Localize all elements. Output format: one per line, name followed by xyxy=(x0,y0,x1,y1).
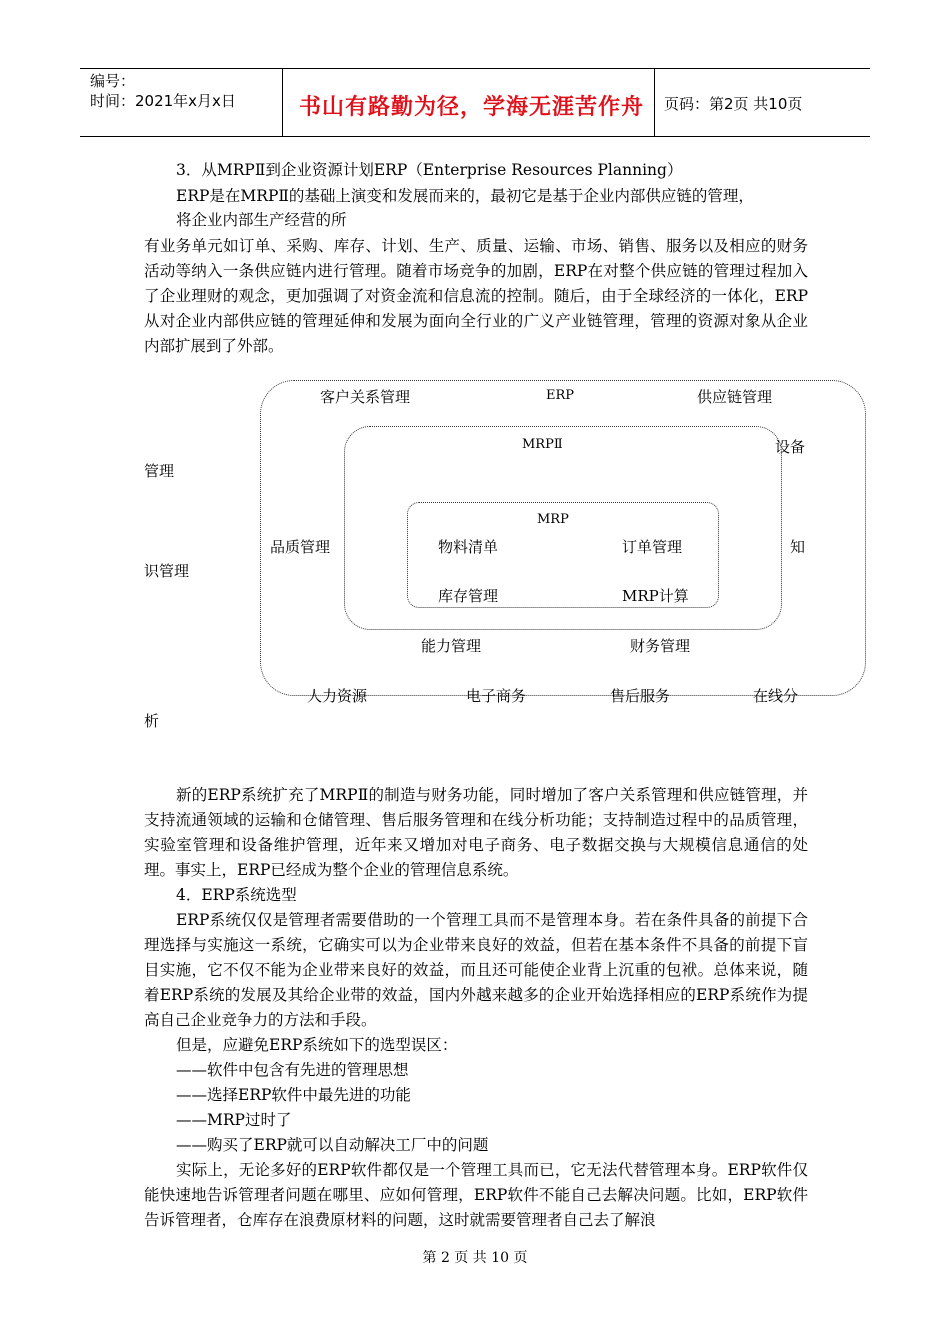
label-scm: 供应链管理 xyxy=(697,388,773,406)
label-crm: 客户关系管理 xyxy=(320,388,411,406)
page-footer: 第 2 页 共 10 页 xyxy=(422,1250,528,1266)
misconception-item: ——购买了ERP就可以自动解决工厂中的问题 xyxy=(176,1136,489,1154)
label-management: 管理 xyxy=(144,462,175,480)
label-mrp: MRP xyxy=(537,512,569,527)
label-erp: ERP xyxy=(546,388,575,403)
label-order-management: 订单管理 xyxy=(622,538,683,556)
section-4-para2: 但是，应避免ERP系统如下的选型误区： xyxy=(176,1036,458,1054)
label-knowledge-management: 识管理 xyxy=(144,562,190,580)
label-bom: 物料清单 xyxy=(438,538,499,556)
section-3-title: 3．从MRPⅡ到企业资源计划ERP（Enterprise Resources Planning） xyxy=(176,161,683,179)
label-after-sales: 售后服务 xyxy=(610,687,671,705)
misconception-item: ——选择ERP软件中最先进的功能 xyxy=(176,1086,411,1104)
document-date: 时间：2021年x月x日 xyxy=(90,92,236,110)
section-3-para2: 有业务单元如订单、采购、库存、计划、生产、质量、运输、市场、销售、服务以及相应的财务活动等纳入一条供应链内进行管理。随着市场竞争的加剧，ERP在对整个供应链的管理过程加入了企业理财的观念，更加强调了对资金流和信息流的控制。随后，由于全球经济的一体化，ERP从对企业内部供应链的管理延伸和发展为面向全行业的广义产业链管理，管理的资源对象从企业内部扩展到了外部。 xyxy=(144,237,808,355)
label-equipment: 设备 xyxy=(775,438,806,456)
misconception-item: ——软件中包含有先进的管理思想 xyxy=(176,1061,409,1079)
header-page-code: 页码：第2页 共10页 xyxy=(664,95,803,113)
label-analysis-tail: 析 xyxy=(144,712,160,730)
section-4-para1: ERP系统仅仅是管理者需要借助的一个管理工具而不是管理本身。若在条件具备的前提下合理选择与实施这一系统，它确实可以为企业带来良好的效益，但若在基本条件不具备的前提下盲目实施，它不仅不能为企业带来良好的效益，而且还可能使企业背上沉重的包袱。总体来说，随着ERP系统的发展及其给企业带的效益，国内外越来越多的企业开始选择相应的ERP系统作为提高自己企业竞争力的方法和手段。 xyxy=(144,911,808,1029)
label-e-commerce: 电子商务 xyxy=(466,687,527,705)
label-capacity-management: 能力管理 xyxy=(421,637,482,655)
misconception-item: ——MRP过时了 xyxy=(176,1111,292,1129)
label-inventory-management: 库存管理 xyxy=(438,587,499,605)
section-3-para1-line2: 将企业内部生产经营的所 xyxy=(176,211,347,229)
header-top-rule xyxy=(80,68,870,69)
document-number-label: 编号： xyxy=(90,72,136,90)
label-online-analysis: 在线分 xyxy=(753,687,799,705)
label-human-resources: 人力资源 xyxy=(307,687,368,705)
section-4-title: 4．ERP系统选型 xyxy=(176,886,297,904)
section-3-para1-line1: ERP是在MRPⅡ的基础上演变和发展而来的，最初它是基于企业内部供应链的管理， xyxy=(176,187,754,205)
label-quality-management: 品质管理 xyxy=(270,538,331,556)
header-motto: 书山有路勤为径，学海无涯苦作舟 xyxy=(299,95,645,120)
header-bottom-rule xyxy=(80,136,870,137)
label-mrp-calculation: MRP计算 xyxy=(622,587,689,605)
header-divider-right xyxy=(654,68,655,136)
label-mrp2: MRPⅡ xyxy=(522,437,563,452)
label-financial-management: 财务管理 xyxy=(630,637,691,655)
section-4-para3: 实际上，无论多好的ERP软件都仅是一个管理工具而已，它无法代替管理本身。ERP软件仅能快速地告诉管理者问题在哪里、应如何管理，ERP软件不能自己去解决问题。比如，ERP软件告诉管理者，仓库存在浪费原材料的问题，这时就需要管理者自己去了解浪 xyxy=(144,1161,808,1229)
erp-extension-paragraph: 新的ERP系统扩充了MRPⅡ的制造与财务功能，同时增加了客户关系管理和供应链管理，并支持流通领域的运输和仓储管理、售后服务管理和在线分析功能；支持制造过程中的品质管理，实验室管理和设备维护管理，近年来又增加对电子商务、电子数据交换与大规模信息通信的处理。事实上，ERP已经成为整个企业的管理信息系统。 xyxy=(144,786,808,879)
label-knowledge: 知 xyxy=(790,538,806,556)
header-divider-left xyxy=(282,68,283,136)
